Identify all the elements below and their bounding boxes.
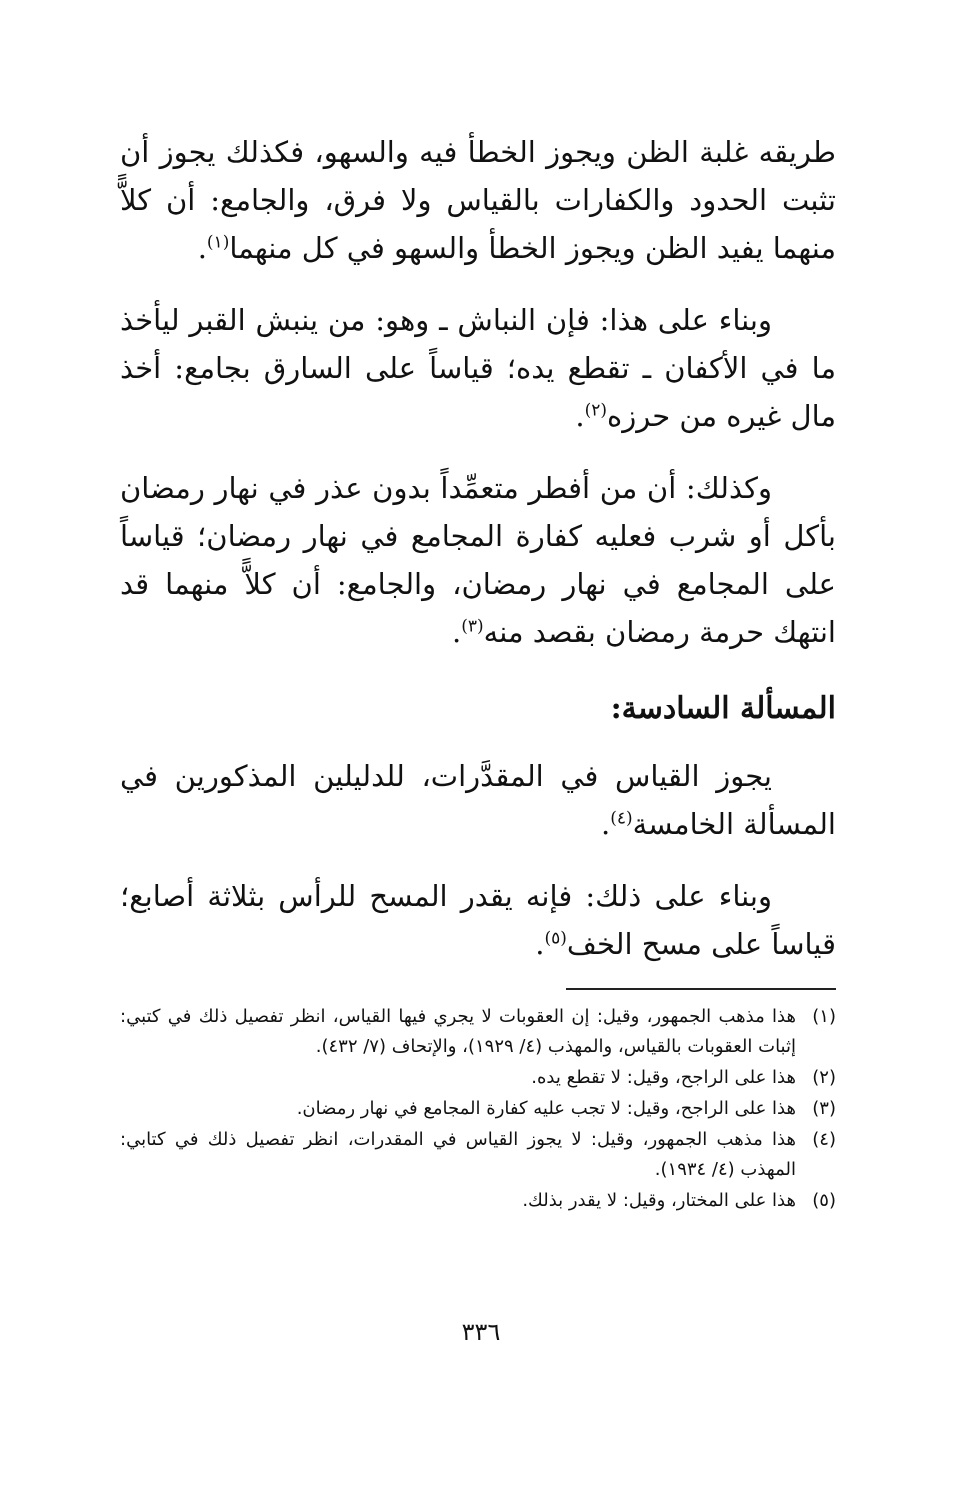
footnote-ref-2[interactable]: (٢)	[584, 400, 608, 421]
footnote-number: (٤)	[812, 1129, 836, 1150]
footnote-number: (١)	[812, 1006, 836, 1027]
paragraph-end: .	[600, 807, 611, 841]
footnote-text: هذا على الراجح، وقيل: لا تقطع يده.	[531, 1067, 796, 1088]
footnote-ref-1[interactable]: (١)	[206, 232, 230, 253]
footnote-item	[120, 1125, 836, 1185]
paragraph-text: طريقه غلبة الظن ويجوز الخطأ فيه والسهو، فكذلك يجوز أن تثبت الحدود والكفارات بالقياس ولا فرق، والجامع: أن كلاًّ منهما يفيد الظن ويجوز الخطأ والسهو في كل منهما	[120, 135, 836, 265]
footnote-number: (٣)	[812, 1098, 836, 1119]
paragraph-3	[120, 464, 836, 656]
footnote-ref-3[interactable]: (٣)	[461, 616, 484, 637]
footnote-text: هذا مذهب الجمهور، وقيل: إن العقوبات لا يجري فيها القياس، انظر تفصيل ذلك في كتبي: إثبات العقوبات بالقياس، والمهذب (٤/ ١٩٢٩)، والإتحاف (٧/ ٤٣٢).	[120, 1006, 796, 1057]
paragraph-text: وبناء على هذا: فإن النباش ـ وهو: من ينبش القبر ليأخذ ما في الأكفان ـ تقطع يده؛ قياساً على السارق بجامع: أخذ مال غيره من حرزه	[120, 303, 836, 433]
paragraph-5	[120, 872, 836, 968]
main-text	[120, 128, 836, 992]
section-heading: المسألة السادسة:	[610, 691, 836, 726]
footnote-divider	[566, 988, 836, 990]
footnote-item	[120, 1186, 836, 1216]
footnote-text: هذا مذهب الجمهور، وقيل: لا يجوز القياس في المقدرات، انظر تفصيل ذلك في كتابي: المهذب (٤/ ١٩٣٤).	[120, 1129, 796, 1180]
footnote-item	[120, 1094, 836, 1124]
paragraph-end: .	[535, 927, 545, 961]
paragraph-end: .	[197, 231, 207, 265]
footnote-item	[120, 1063, 836, 1093]
paragraph-4	[120, 752, 836, 848]
paragraph-1	[120, 128, 836, 272]
footnote-item	[120, 1002, 836, 1062]
page-number: ٣٣٦	[461, 1318, 501, 1346]
footnote-number: (٢)	[812, 1067, 836, 1088]
paragraph-2	[120, 296, 836, 440]
paragraph-text: وكذلك: أن من أفطر متعمِّداً بدون عذر في نهار رمضان بأكل أو شرب فعليه كفارة المجامع في نهار رمضان؛ قياساً على المجامع في نهار رمضان، والجامع: أن كلاًّ منهما قد انتهك حرمة رمضان بقصد منه	[120, 471, 836, 649]
paragraph-text: وبناء على ذلك: فإنه يقدر المسح للرأس بثلاثة أصابع؛ قياساً على مسح الخف	[120, 879, 836, 961]
footnotes	[120, 1002, 836, 1217]
footnote-text: هذا على الراجح، وقيل: لا تجب عليه كفارة المجامع في نهار رمضان.	[296, 1098, 796, 1119]
paragraph-text: يجوز القياس في المقدَّرات، للدليلين المذكورين في المسألة الخامسة	[120, 759, 836, 841]
footnote-ref-5[interactable]: (٥)	[544, 928, 567, 949]
footnote-ref-4[interactable]: (٤)	[610, 808, 633, 829]
footnote-number: (٥)	[812, 1190, 836, 1211]
footnote-text: هذا على المختار، وقيل: لا يقدر بذلك.	[522, 1190, 796, 1211]
paragraph-end: .	[452, 615, 462, 649]
paragraph-end: .	[575, 399, 585, 433]
